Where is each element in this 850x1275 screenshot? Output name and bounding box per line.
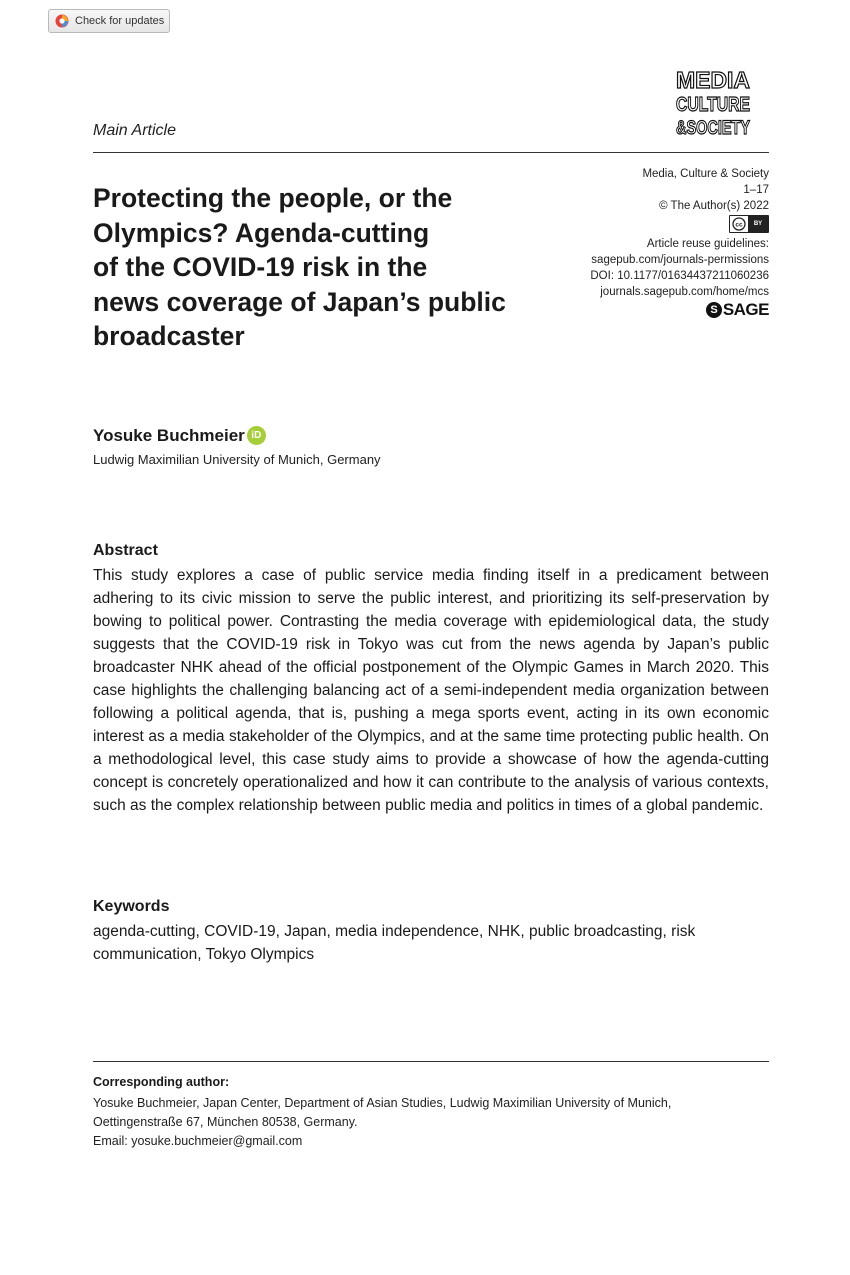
article-meta xyxy=(529,166,769,318)
reuse-link[interactable]: sagepub.com/journals-permissions xyxy=(591,254,769,266)
logo-line-society: &SOCIETY xyxy=(676,118,751,139)
abstract-text: This study explores a case of public service media finding itself in a predicament between adhering to its civic mission to serve the public interest, and prioritizing its self-preservation by bowing to political power. Contrasting the media coverage with epidemiological data, the study suggests that the COVID-19 risk in Tokyo was cut from the news agenda by Japan’s public broadcaster NHK ahead of the official postponement of the Olympic Games in March 2020. This case highlights the challenging balancing act of a semi-independent media organization between following a political agenda, that is, pushing a mega sports event, acting in its own economic interest as a media stakeholder of the Olympics, and at the same time protecting public health. On a methodological level, this case study aims to provide a showcase of how the agenda-cutting concept is concretely operationalized and how it can contribute to the analysis of various contexts, such as the complex relationship between public media and politics in times of a global pandemic. xyxy=(93,567,769,814)
title-line: Olympics? Agenda-cutting xyxy=(93,217,430,248)
check-for-updates-button[interactable] xyxy=(48,9,170,33)
corresponding-details xyxy=(93,1094,769,1151)
cc-icon xyxy=(730,216,748,232)
section-label: Main Article xyxy=(93,122,176,139)
abstract-heading: Abstract xyxy=(93,542,158,559)
corresponding-line: Yosuke Buchmeier, Japan Center, Department of Asian Studies, Ludwig Maximilian University of Munich, xyxy=(93,1096,672,1110)
logo-line-culture: CULTURE xyxy=(676,94,750,116)
article-title xyxy=(93,181,563,354)
page-range: 1–17 xyxy=(743,184,769,196)
footnote-divider xyxy=(93,1061,769,1062)
svg-text:cc: cc xyxy=(735,221,743,229)
publisher-name: SAGE xyxy=(722,300,769,319)
cc-license-badge[interactable] xyxy=(729,215,769,233)
check-for-updates-label: Check for updates xyxy=(75,15,165,27)
journal-link[interactable]: journals.sagepub.com/home/mcs xyxy=(600,286,769,298)
crossmark-icon xyxy=(55,14,69,28)
reuse-label: Article reuse guidelines: xyxy=(646,238,769,250)
title-line: Protecting the people, or the xyxy=(93,183,453,213)
sage-s-icon: S xyxy=(706,302,722,318)
title-line: broadcaster xyxy=(93,321,245,351)
header-divider xyxy=(93,152,769,153)
keywords-text: agenda-cutting, COVID-19, Japan, media independence, NHK, public broadcasting, risk communication, Tokyo Olympics xyxy=(93,923,696,963)
copyright: © The Author(s) 2022 xyxy=(659,200,769,212)
doi[interactable]: DOI: 10.1177/01634437211060236 xyxy=(590,270,769,282)
publisher-logo xyxy=(706,302,769,318)
logo-line-media: MEDIA xyxy=(676,67,750,93)
cc-by-label: BY xyxy=(748,216,768,232)
author-affiliation: Ludwig Maximilian University of Munich, Germany xyxy=(93,452,381,467)
author-line xyxy=(93,426,266,446)
keywords-heading: Keywords xyxy=(93,898,170,915)
title-line: news coverage of Japan’s public xyxy=(93,286,506,317)
journal-logo xyxy=(674,66,752,140)
orcid-icon[interactable]: iD xyxy=(247,426,266,445)
title-line: of the COVID-19 risk in the xyxy=(93,252,428,282)
corresponding-line: Oettingenstraße 67, München 80538, Germany. xyxy=(93,1115,358,1129)
author-name: Yosuke Buchmeier xyxy=(93,426,245,445)
journal-name: Media, Culture & Society xyxy=(642,168,769,180)
corresponding-heading: Corresponding author: xyxy=(93,1075,230,1089)
corresponding-email[interactable]: Email: yosuke.buchmeier@gmail.com xyxy=(93,1134,303,1148)
